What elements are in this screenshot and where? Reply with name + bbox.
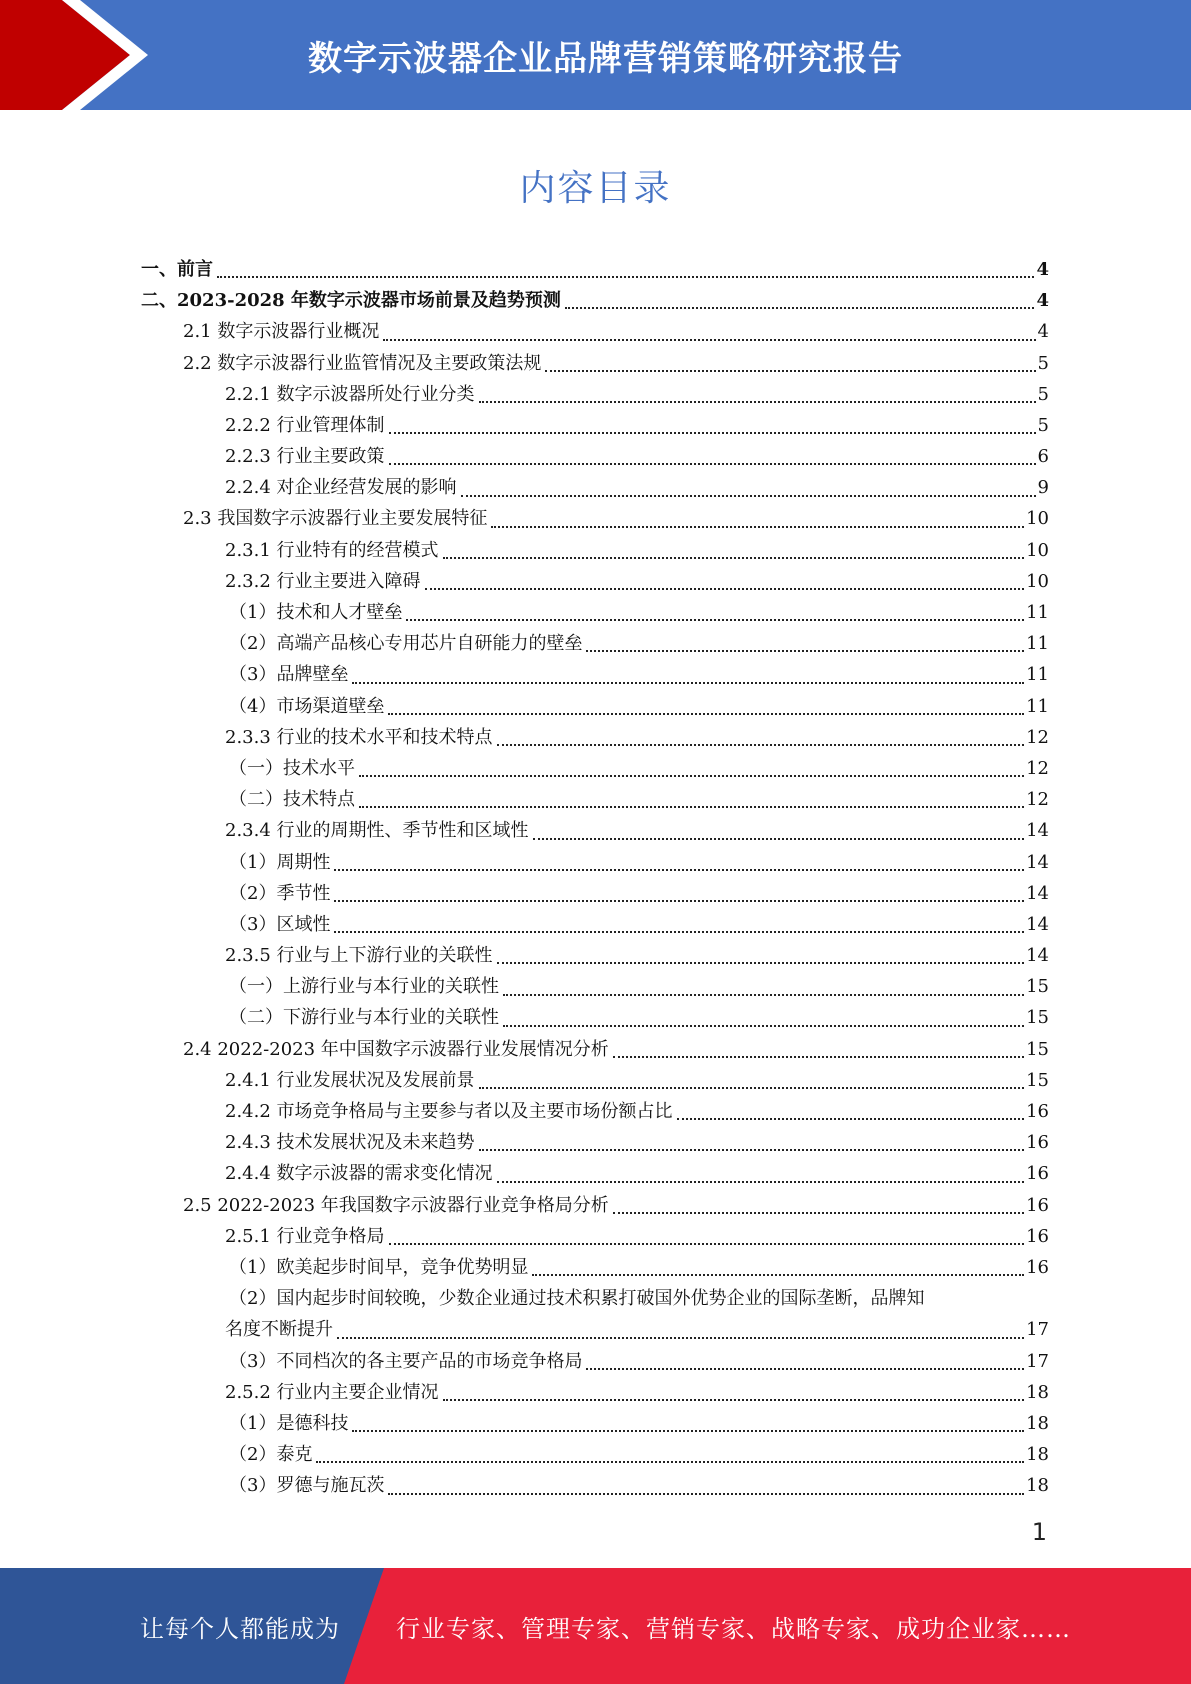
page-number: 1 (1031, 1518, 1047, 1546)
toc-entry[interactable] (141, 379, 1049, 410)
toc-entry-text: （2）季节性 (229, 882, 331, 904)
toc-entry-page: 16 (1026, 1101, 1049, 1123)
toc-entry-text: 一、前言 (141, 258, 213, 280)
toc-entry-page: 5 (1037, 383, 1049, 405)
toc-entry-page: 4 (1036, 258, 1049, 280)
toc-dot-leader (334, 931, 1024, 933)
toc-entry-page: 5 (1037, 414, 1049, 436)
toc-entry-page: 4 (1036, 290, 1049, 312)
toc-entry-text: 二、2023-2028 年数字示波器市场前景及趋势预测 (141, 290, 561, 312)
toc-entry-page: 17 (1026, 1319, 1049, 1341)
toc-entry-text: 2.4.1 行业发展状况及发展前景 (225, 1069, 475, 1091)
toc-entry-page: 15 (1026, 976, 1049, 998)
toc-dot-leader (503, 994, 1024, 996)
toc-entry[interactable] (141, 1065, 1049, 1096)
toc-dot-leader (389, 1243, 1025, 1245)
report-title: 数字示波器企业品牌营销策略研究报告 (308, 38, 903, 79)
toc-entry-page: 11 (1026, 602, 1049, 624)
toc-entry-text: 2.5 2022-2023 年我国数字示波器行业竞争格局分析 (183, 1194, 609, 1216)
toc-dot-leader (461, 495, 1036, 497)
toc-entry-text: （一）技术水平 (229, 757, 355, 779)
toc-entry[interactable] (141, 472, 1049, 503)
toc-entry[interactable] (141, 1346, 1049, 1377)
toc-dot-leader (497, 744, 1025, 746)
toc-entry[interactable] (141, 410, 1049, 441)
toc-entry-text: 2.3.5 行业与上下游行业的关联性 (225, 945, 493, 967)
toc-entry[interactable] (141, 784, 1049, 815)
toc-dot-leader (497, 1181, 1025, 1183)
toc-dot-leader (613, 1212, 1024, 1214)
toc-entry-text: （1）是德科技 (229, 1412, 349, 1434)
toc-dot-leader (586, 1368, 1024, 1370)
toc-entry[interactable] (141, 1377, 1049, 1408)
toc-entry-page: 10 (1026, 570, 1049, 592)
footer-slogan-right: 行业专家、管理专家、营销专家、战略专家、成功企业家…… (396, 1614, 1071, 1643)
toc-entry-page: 11 (1026, 664, 1049, 686)
toc-entry-text: 2.3.1 行业特有的经营模式 (225, 539, 439, 561)
toc-entry-page: 10 (1026, 508, 1049, 530)
toc-entry-text: （3）品牌壁垒 (229, 664, 349, 686)
toc-entry[interactable] (141, 628, 1049, 659)
toc-entry-page: 14 (1026, 851, 1049, 873)
toc-dot-leader (316, 1461, 1024, 1463)
toc-entry[interactable] (141, 878, 1049, 909)
toc-entry[interactable] (141, 348, 1049, 379)
toc-dot-leader (586, 650, 1024, 652)
toc-entry-page: 18 (1026, 1381, 1049, 1403)
toc-entry-text: （4）市场渠道壁垒 (229, 695, 385, 717)
toc-dot-leader (491, 526, 1024, 528)
toc-entry[interactable] (141, 659, 1049, 690)
toc-entry-text: （2）泰克 (229, 1444, 313, 1466)
toc-entry-text: （2）高端产品核心专用芯片自研能力的壁垒 (229, 633, 583, 655)
toc-entry[interactable] (141, 753, 1049, 784)
toc-entry[interactable] (141, 971, 1049, 1002)
toc-dot-leader (479, 1087, 1025, 1089)
toc-entry-page: 9 (1037, 477, 1049, 499)
toc-entry[interactable] (141, 566, 1049, 597)
toc-entry-text: 2.3 我国数字示波器行业主要发展特征 (183, 508, 488, 530)
toc-entry-text: （3）区域性 (229, 913, 331, 935)
header-banner (0, 0, 1191, 110)
toc-entry-page: 16 (1026, 1194, 1049, 1216)
toc-dot-leader (352, 1430, 1024, 1432)
toc-entry-text: 2.4 2022-2023 年中国数字示波器行业发展情况分析 (183, 1038, 609, 1060)
toc-entry-page: 14 (1026, 945, 1049, 967)
footer-banner (0, 1568, 1191, 1684)
toc-entry[interactable] (141, 1034, 1049, 1065)
toc-entry[interactable] (141, 1470, 1049, 1501)
toc-entry[interactable] (141, 847, 1049, 878)
toc-dot-leader (613, 1056, 1024, 1058)
toc-entry[interactable] (141, 285, 1049, 316)
toc-dot-leader (334, 900, 1024, 902)
toc-dot-leader (479, 1149, 1025, 1151)
toc-entry-text: （1）欧美起步时间早，竞争优势明显 (229, 1256, 529, 1278)
toc-dot-leader (217, 276, 1034, 278)
toc-dot-leader (443, 557, 1025, 559)
toc-entry-text: 2.1 数字示波器行业概况 (183, 321, 380, 343)
toc-entry-text: 2.3.3 行业的技术水平和技术特点 (225, 726, 493, 748)
toc-dot-leader (389, 463, 1036, 465)
table-of-contents (141, 254, 1049, 1502)
toc-entry-text: 2.4.4 数字示波器的需求变化情况 (225, 1163, 493, 1185)
footer-slogan-left: 让每个人都能成为 (140, 1614, 340, 1643)
toc-entry[interactable] (141, 597, 1049, 628)
toc-entry-text: （2）国内起步时间较晚，少数企业通过技术积累打破国外优势企业的国际垄断，品牌知 (229, 1288, 925, 1310)
toc-entry[interactable] (141, 1283, 1049, 1314)
toc-entry-page: 12 (1026, 757, 1049, 779)
toc-dot-leader (334, 869, 1024, 871)
toc-entry-page: 15 (1026, 1038, 1049, 1060)
toc-entry-text: 2.2.3 行业主要政策 (225, 446, 385, 468)
toc-entry[interactable] (141, 722, 1049, 753)
toc-entry-page: 14 (1026, 820, 1049, 842)
toc-entry-text: 2.2.4 对企业经营发展的影响 (225, 477, 457, 499)
toc-entry-text: 2.3.4 行业的周期性、季节性和区域性 (225, 820, 529, 842)
toc-entry[interactable] (141, 1439, 1049, 1470)
toc-heading: 内容目录 (519, 168, 672, 209)
toc-entry-page: 14 (1026, 882, 1049, 904)
toc-entry-page: 10 (1026, 539, 1049, 561)
toc-entry-text: （二）下游行业与本行业的关联性 (229, 1007, 499, 1029)
toc-entry[interactable] (141, 815, 1049, 846)
toc-entry[interactable] (141, 254, 1049, 285)
toc-dot-leader (533, 838, 1025, 840)
toc-entry-text: 2.5.2 行业内主要企业情况 (225, 1381, 439, 1403)
toc-dot-leader (359, 806, 1024, 808)
toc-entry-page: 17 (1026, 1350, 1049, 1372)
toc-entry[interactable] (141, 909, 1049, 940)
toc-dot-leader (443, 1399, 1025, 1401)
toc-entry-page: 16 (1026, 1163, 1049, 1185)
toc-dot-leader (337, 1337, 1024, 1339)
toc-entry[interactable] (141, 1096, 1049, 1127)
toc-entry[interactable] (141, 1314, 1049, 1345)
toc-entry[interactable] (141, 1127, 1049, 1158)
toc-entry-page: 12 (1026, 789, 1049, 811)
toc-dot-leader (677, 1118, 1025, 1120)
toc-entry-page: 5 (1037, 352, 1049, 374)
toc-dot-leader (388, 1493, 1024, 1495)
toc-dot-leader (352, 682, 1024, 684)
toc-entry-text: （一）上游行业与本行业的关联性 (229, 976, 499, 998)
toc-entry-page: 16 (1026, 1225, 1049, 1247)
toc-dot-leader (388, 713, 1024, 715)
toc-entry-page: 18 (1026, 1444, 1049, 1466)
toc-entry-text: 2.4.2 市场竞争格局与主要参与者以及主要市场份额占比 (225, 1101, 673, 1123)
toc-entry-text: （1）周期性 (229, 851, 331, 873)
toc-dot-leader (545, 370, 1035, 372)
toc-entry-page: 11 (1026, 633, 1049, 655)
toc-entry-page: 11 (1026, 695, 1049, 717)
toc-entry[interactable] (141, 535, 1049, 566)
toc-entry-page: 4 (1037, 321, 1049, 343)
toc-entry-page: 18 (1026, 1475, 1049, 1497)
toc-entry[interactable] (141, 1003, 1049, 1034)
toc-entry-page: 14 (1026, 913, 1049, 935)
toc-entry-text: （3）罗德与施瓦茨 (229, 1475, 385, 1497)
toc-entry-page: 16 (1026, 1256, 1049, 1278)
toc-entry-page: 12 (1026, 726, 1049, 748)
toc-entry[interactable] (141, 504, 1049, 535)
toc-entry-page: 15 (1026, 1007, 1049, 1029)
toc-entry[interactable] (141, 441, 1049, 472)
toc-entry[interactable] (141, 316, 1049, 347)
toc-dot-leader (389, 432, 1036, 434)
toc-entry[interactable] (141, 940, 1049, 971)
toc-dot-leader (359, 775, 1024, 777)
toc-entry-text: 名度不断提升 (225, 1319, 333, 1341)
toc-entry[interactable] (141, 691, 1049, 722)
toc-entry-text: 2.2.2 行业管理体制 (225, 414, 385, 436)
toc-entry[interactable] (141, 1408, 1049, 1439)
toc-dot-leader (503, 1025, 1024, 1027)
toc-entry-text: 2.4.3 技术发展状况及未来趋势 (225, 1132, 475, 1154)
toc-entry-page: 15 (1026, 1069, 1049, 1091)
toc-dot-leader (383, 339, 1035, 341)
toc-entry[interactable] (141, 1158, 1049, 1189)
toc-entry-page: 16 (1026, 1132, 1049, 1154)
toc-entry[interactable] (141, 1190, 1049, 1221)
toc-entry-text: （3）不同档次的各主要产品的市场竞争格局 (229, 1350, 583, 1372)
toc-entry-text: 2.2 数字示波器行业监管情况及主要政策法规 (183, 352, 542, 374)
toc-dot-leader (497, 962, 1025, 964)
toc-entry[interactable] (141, 1252, 1049, 1283)
toc-entry-text: （1）技术和人才壁垒 (229, 602, 403, 624)
toc-entry-text: （二）技术特点 (229, 789, 355, 811)
toc-dot-leader (406, 619, 1024, 621)
toc-entry-page: 6 (1037, 446, 1049, 468)
toc-entry-page: 18 (1026, 1412, 1049, 1434)
toc-entry[interactable] (141, 1221, 1049, 1252)
toc-dot-leader (532, 1274, 1024, 1276)
toc-dot-leader (479, 401, 1036, 403)
toc-dot-leader (565, 307, 1035, 309)
toc-entry-text: 2.2.1 数字示波器所处行业分类 (225, 383, 475, 405)
toc-dot-leader (425, 588, 1025, 590)
toc-entry-text: 2.3.2 行业主要进入障碍 (225, 570, 421, 592)
toc-entry-text: 2.5.1 行业竞争格局 (225, 1225, 385, 1247)
